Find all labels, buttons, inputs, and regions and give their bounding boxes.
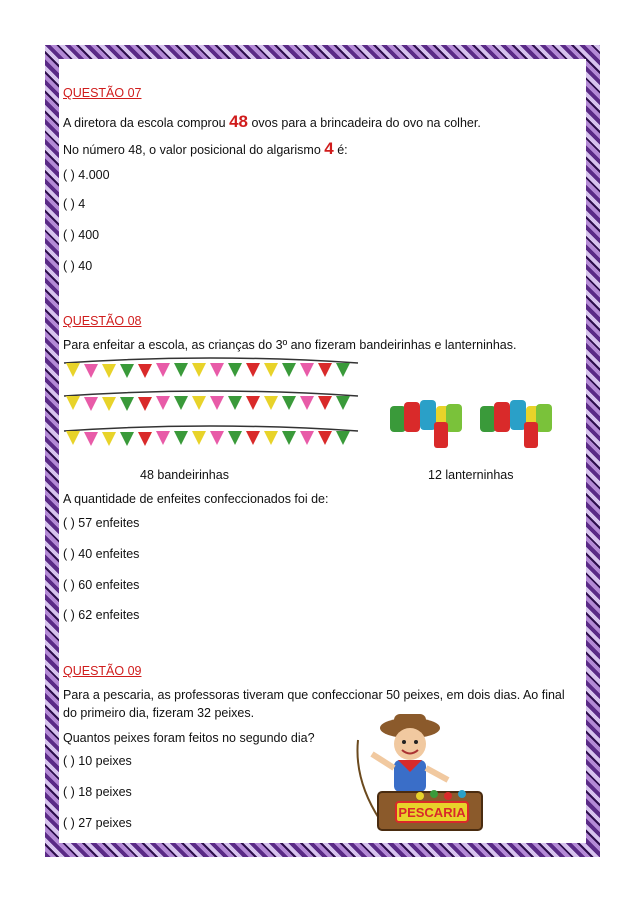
q9-option-c[interactable]: ( ) 27 peixes	[63, 816, 132, 830]
q7-option-d[interactable]: ( ) 40	[63, 259, 93, 273]
question-9-prompt: Quantos peixes foram feitos no segundo dia?	[63, 731, 315, 745]
bunting-row-2	[64, 391, 358, 411]
fishing-boy-illustration	[350, 710, 490, 835]
lanterns-caption: 12 lanterninhas	[428, 468, 514, 482]
question-8-prompt: A quantidade de enfeites confeccionados foi de:	[63, 492, 329, 506]
pescaria-sign-text: PESCARIA	[398, 805, 466, 820]
question-9-statement-line-2: do primeiro dia, fizeram 32 peixes.	[63, 706, 255, 720]
question-7-title: QUESTÃO 07	[63, 86, 142, 100]
flags-caption: 48 bandeirinhas	[140, 468, 229, 482]
q9-option-b[interactable]: ( ) 18 peixes	[63, 785, 132, 799]
q7-option-c[interactable]: ( ) 400	[63, 228, 100, 242]
q8-option-c[interactable]: ( ) 60 enfeites	[63, 578, 140, 592]
q8-option-b[interactable]: ( ) 40 enfeites	[63, 547, 140, 561]
paper-lanterns-illustration	[386, 396, 566, 466]
q7-option-b[interactable]: ( ) 4	[63, 197, 86, 211]
bunting-row-1	[64, 358, 358, 378]
question-7-prompt: No número 48, o valor posicional do algarismo 4 é:	[63, 139, 348, 158]
lantern-group-2	[480, 400, 552, 448]
bunting-flags-illustration	[62, 355, 362, 455]
question-7-statement: A diretora da escola comprou 48 ovos para a brincadeira do ovo na colher.	[63, 112, 481, 131]
q8-option-d[interactable]: ( ) 62 enfeites	[63, 608, 140, 622]
question-8-statement: Para enfeitar a escola, as crianças do 3º ano fizeram bandeirinhas e lanterninhas.	[63, 338, 517, 352]
q7-option-a[interactable]: ( ) 4.000	[63, 168, 110, 182]
highlight-number: 48	[229, 112, 248, 131]
q9-option-a[interactable]: ( ) 10 peixes	[63, 754, 132, 768]
question-8-title: QUESTÃO 08	[63, 314, 142, 328]
highlight-digit: 4	[324, 139, 334, 158]
question-9-statement-line-1: Para a pescaria, as professoras tiveram que confeccionar 50 peixes, em dois dias. Ao final	[63, 688, 565, 702]
question-9-title: QUESTÃO 09	[63, 664, 142, 678]
q8-option-a[interactable]: ( ) 57 enfeites	[63, 516, 140, 530]
bunting-row-3	[64, 426, 358, 446]
lantern-group-1	[390, 400, 462, 448]
